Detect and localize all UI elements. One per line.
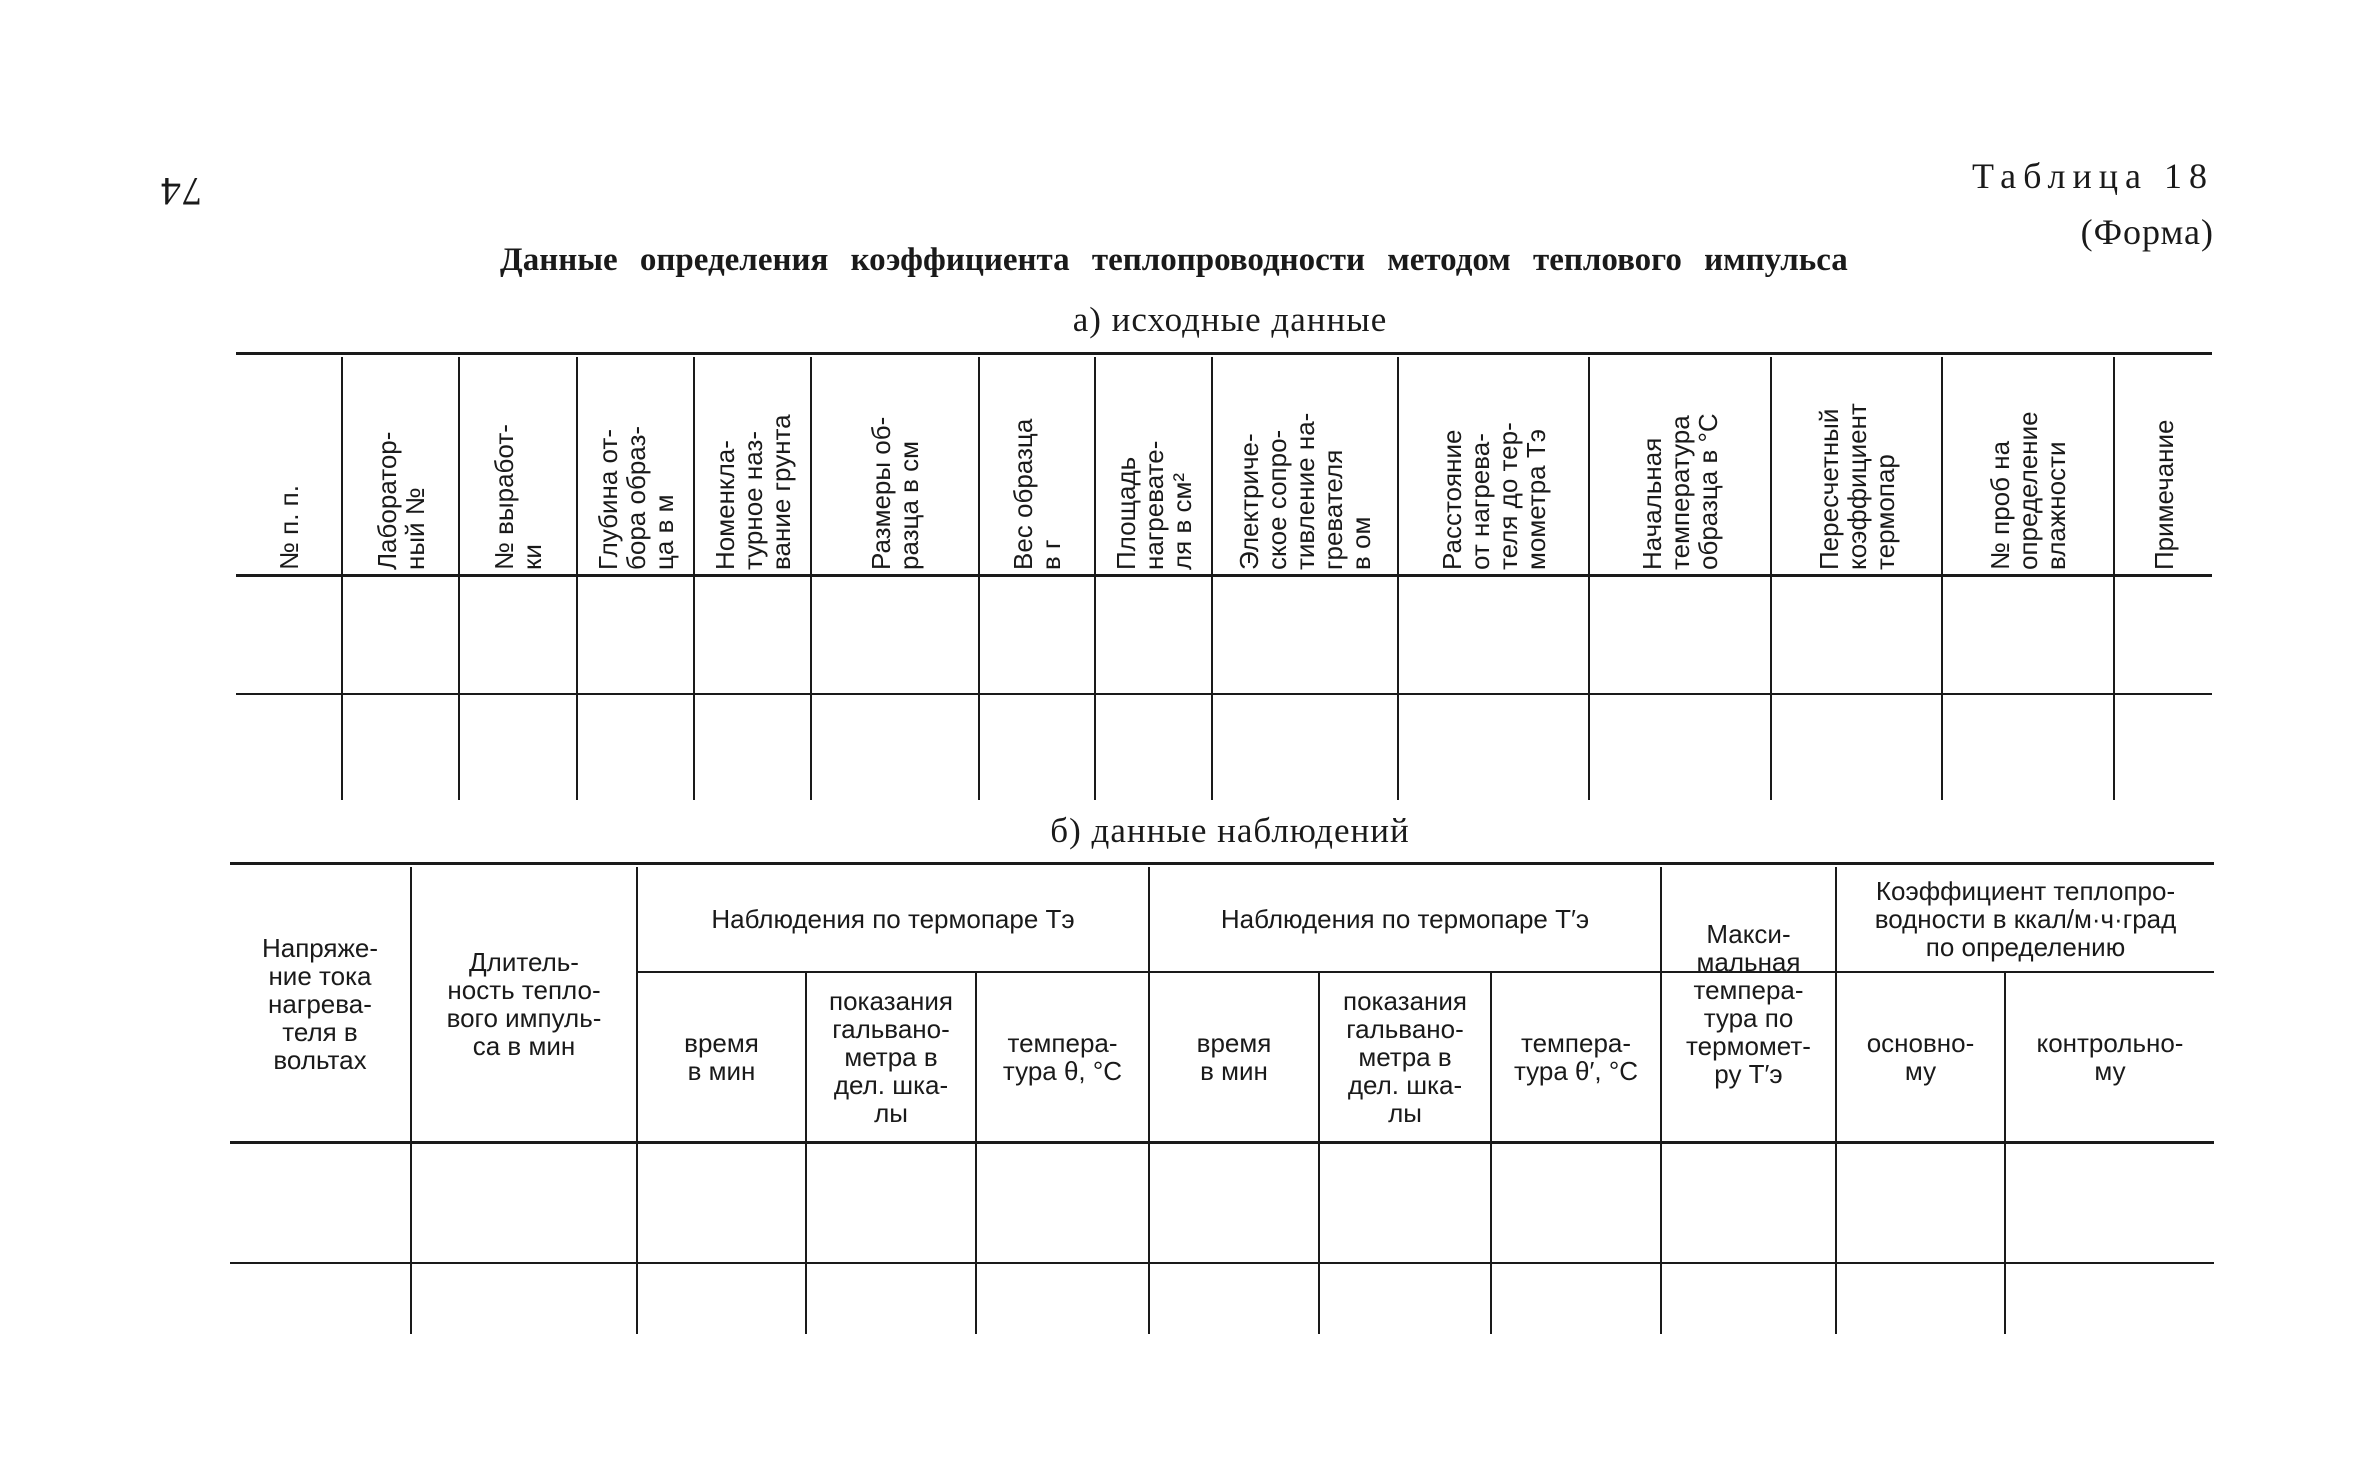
form-label: (Форма) [2080,212,2214,252]
page-number: 74 [160,169,202,214]
header-temperature-theta-prime: темпера- тура θ′, °С [1513,1028,1638,1086]
column-header-sample-size: Размеры об- разца в см [866,416,924,570]
header-voltage: Напряже- ние тока нагрева- теля в вольтах [261,932,379,1075]
column-header-heater-distance: Расстояние от нагрева- теля до тер- мометра Tэ [1436,422,1551,570]
column-header-initial-temperature: Начальная температура образца в °С [1637,413,1723,570]
header-conductivity-group: Коэффициент теплопро- водности в ккал/м·ч·град по определению [1874,875,2177,962]
header-main-determination: основно- му [1866,1028,1975,1086]
column-header-heater-resistance: Электриче- ское сопро- тивление на- гревателя в ом [1234,412,1376,570]
header-thermocouple-te-group: Наблюдения по термопаре Tэ [711,903,1075,934]
column-header-thermocouple-coefficient: Пересчетный коэффициент термопар [1813,403,1900,570]
column-header-sampling-depth: Глубина от- бора образ- ца в м [592,425,679,570]
column-header-moisture-samples: № проб на определение влажности [1985,411,2071,570]
section-b-subtitle: б) данные наблюдений [1050,811,1410,850]
initial-data-table [236,352,2212,800]
header-max-temperature: Макси- мальная темпера- тура по термомет- ру T′э [1686,918,1811,1089]
observation-data-table [230,862,2214,1334]
header-galvanometer-te: показания гальвано- метра в дел. шка- лы [829,986,953,1128]
page-title: Данные определения коэффициента теплопроводности методом теплового импульса [500,242,1848,278]
header-temperature-theta: темпера- тура θ, °С [1002,1028,1123,1086]
header-pulse-duration: Длитель- ность тепло- вого импуль- са в мин [446,946,602,1061]
column-header-number: № п. п. [273,485,304,570]
column-header-sample-weight: Вес образца в г [1008,418,1066,570]
header-control-determination: контрольно- му [2036,1028,2184,1086]
column-header-excavation-number: № выработ- ки [489,424,547,570]
section-a-subtitle: а) исходные данные [1072,300,1388,339]
header-galvanometer-te-prime: показания гальвано- метра в дел. шка- лы [1343,986,1467,1128]
column-header-soil-name: Номенкла- турное наз- вание грунта [709,414,796,570]
column-header-notes: Примечание [2148,419,2179,570]
header-thermocouple-te-prime-group: Наблюдения по термопаре T′э [1220,903,1590,934]
header-time-te-prime: время в мин [1196,1028,1272,1086]
column-header-lab-number: Лаборатор- ный № [371,431,430,570]
column-header-heater-area: Площадь нагревате- ля в см² [1110,440,1197,570]
table-label: Таблица 18 [1972,156,2214,196]
header-time-te: время в мин [684,1028,759,1086]
